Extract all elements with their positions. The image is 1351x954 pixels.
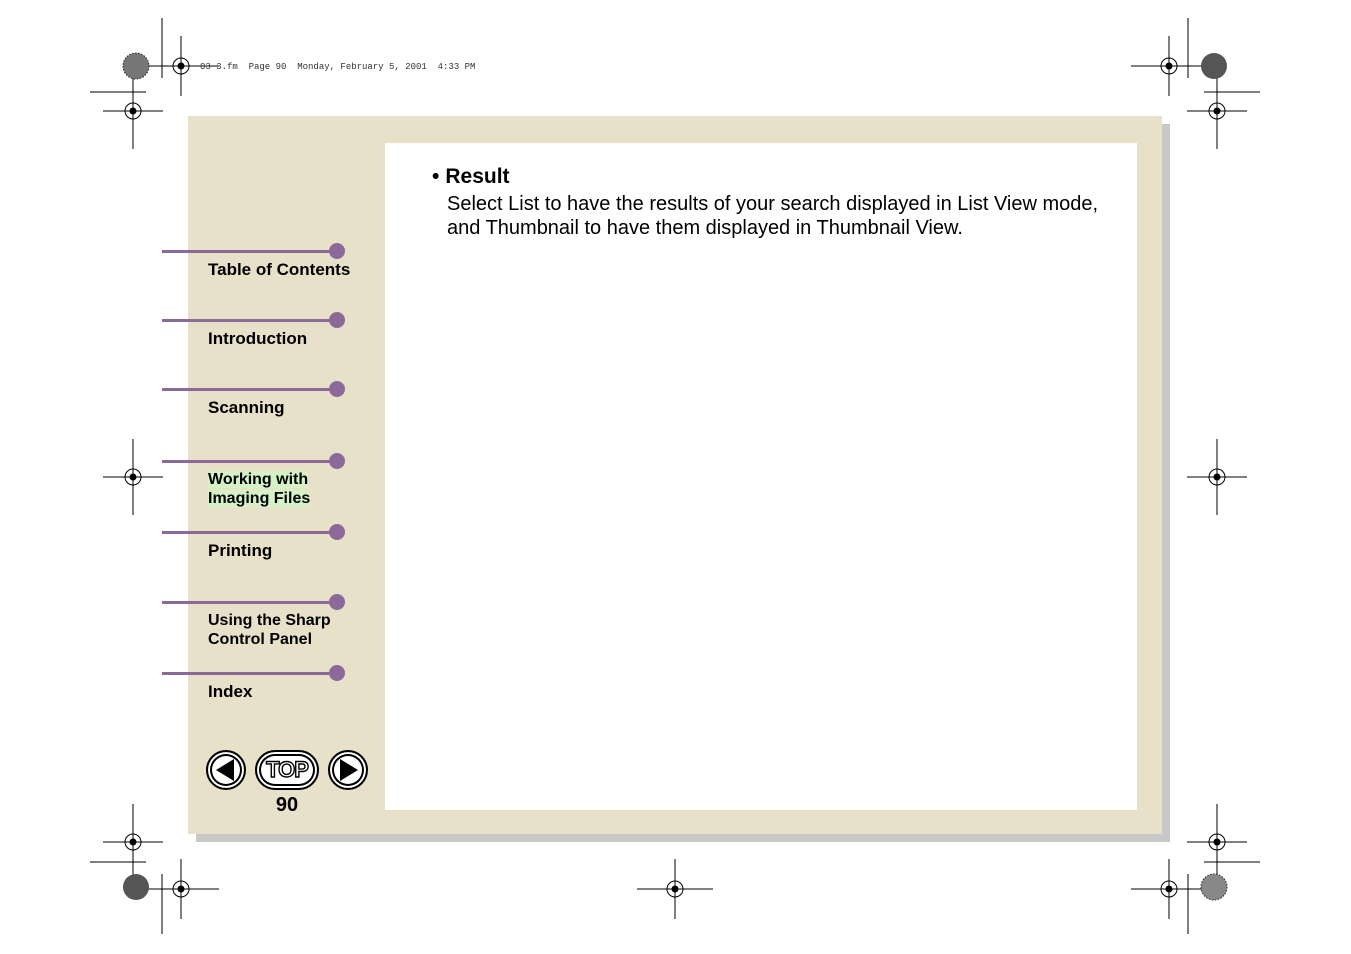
right-triangle-icon [330, 752, 366, 788]
nav-label [208, 611, 368, 649]
nav-label [208, 470, 368, 508]
nav-line [162, 601, 338, 604]
nav-label-line: Imaging Files [208, 490, 311, 507]
nav-label-line: Using the Sharp [208, 612, 331, 629]
nav-line [162, 531, 338, 534]
nav-dot-icon [329, 312, 345, 328]
print-header: 03-3.fm Page 90 Monday, February 5, 2001 4:33 PM [200, 62, 476, 72]
left-triangle-icon [208, 752, 244, 788]
nav-label: Introduction [208, 329, 308, 348]
nav-line [162, 672, 338, 675]
nav-dot-icon [329, 594, 345, 610]
nav-dot-icon [329, 453, 345, 469]
nav-dot-icon [329, 524, 345, 540]
nav-line [162, 388, 338, 391]
nav-label-line: Working with [208, 471, 309, 488]
nav-printing[interactable] [162, 532, 352, 592]
top-button[interactable]: TOP [255, 750, 319, 790]
nav-line [162, 460, 338, 463]
nav-label: Index [208, 682, 253, 701]
nav-line [162, 319, 338, 322]
nav-dot-icon [329, 243, 345, 259]
nav-dot-icon [329, 381, 345, 397]
nav-scanning[interactable] [162, 389, 352, 449]
nav-introduction[interactable] [162, 320, 352, 380]
next-page-button[interactable] [328, 750, 368, 790]
page-number: 90 [275, 794, 299, 816]
bullet-icon: • [432, 165, 440, 188]
section-body: Select List to have the results of your search displayed in List View mode, and Thumbnail to have them displayed in Thumbnail View. [447, 193, 1099, 239]
nav-using-the-sharp-control-panel[interactable] [162, 602, 352, 662]
content-area [385, 143, 1137, 810]
nav-working-with-imaging-files[interactable] [162, 461, 352, 521]
nav-table-of-contents[interactable] [162, 251, 352, 311]
nav-label: Scanning [208, 398, 285, 417]
section-title [432, 165, 510, 189]
nav-index[interactable] [162, 673, 352, 733]
nav-label: Printing [208, 541, 273, 560]
previous-page-button[interactable] [206, 750, 246, 790]
nav-label: Table of Contents [208, 260, 351, 279]
nav-dot-icon [329, 665, 345, 681]
nav-line [162, 250, 338, 253]
section-title-text: Result [445, 165, 510, 188]
nav-label-line: Control Panel [208, 631, 313, 648]
